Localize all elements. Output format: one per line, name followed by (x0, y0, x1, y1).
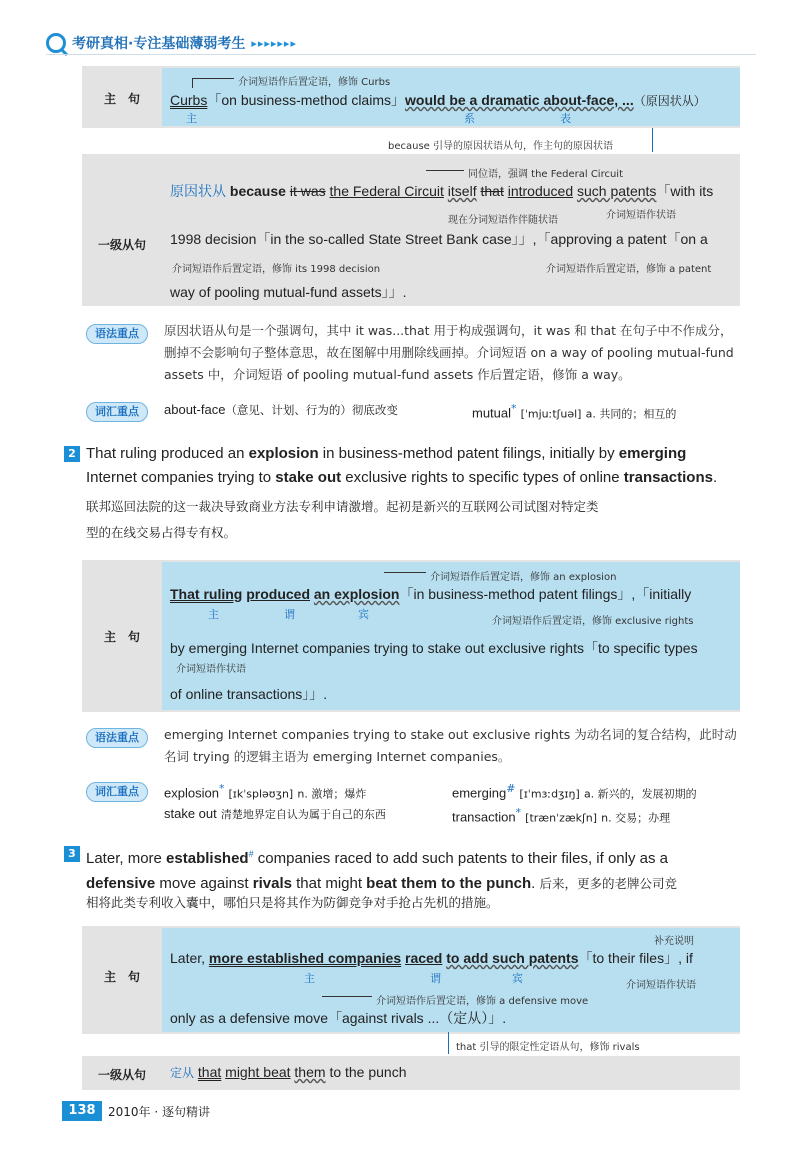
vocab-tag: 词汇重点 (86, 402, 148, 422)
footer-text: 2010年 · 逐句精讲 (108, 1105, 210, 1119)
sentence-2-english: That ruling produced an explosion in business-method patent filings, initially by emerging Internet companies trying to stake out exclusive rights to specific types of online transactions. (86, 445, 718, 486)
row-label-main-2: 主 句 (103, 630, 140, 644)
annotation-adverbial-2: 介词短语作状语 (176, 664, 246, 675)
annotation-participle: 现在分词短语作伴随状语 (448, 215, 558, 226)
subclause-3-text: 定从 that might beat them to the punch (170, 1064, 407, 1080)
annotation-bracket (192, 78, 234, 79)
subclause-line-2: 1998 decision「in the so-called State Street Bank case」」,「approving a patent「on a (170, 231, 708, 247)
connector-arrow-3 (448, 1032, 449, 1054)
annotation-bracket (322, 996, 372, 997)
annotation-bracket (426, 170, 464, 171)
vocab-transaction: transaction* [trænˈzækʃn] n. 交易；办理 (452, 806, 671, 825)
sentence-number-2: 2 (64, 446, 80, 462)
role-link: 系 (464, 112, 475, 125)
vocab-tag-2: 词汇重点 (86, 782, 148, 802)
annotation-adverbial: 介词短语作状语 (606, 210, 676, 221)
role-predicative: 表 (560, 112, 571, 125)
role-object-3: 宾 (512, 972, 523, 985)
vocab-entry-1: about-face（意见、计划、行为的）彻底改变 (164, 402, 398, 417)
page-number: 138 (62, 1101, 102, 1121)
main-clause-3-line-2: only as a defensive move「against rivals ...（定从）」. (170, 1010, 507, 1026)
annotation-explosion: 介词短语作后置定语，修饰 an explosion (430, 572, 617, 583)
subclause-line-1: 原因状从 because it was the Federal Circuit itself that introduced such patents「with its (170, 183, 714, 199)
subclause-line-3: way of pooling mutual-fund assets」」. (170, 284, 407, 300)
role-subject-3: 主 (304, 972, 315, 985)
vocab-emerging: emerging# [ɪˈmɜːdʒɪŋ] a. 新兴的，发展初期的 (452, 782, 697, 801)
vocab-entry-2: mutual* [ˈmjuːtʃuəl] a. 共同的；相互的 (472, 402, 677, 421)
annotation-supplement: 补充说明 (654, 936, 694, 947)
role-object-2: 宾 (358, 608, 369, 621)
annotation-patent: 介词短语作后置定语，修饰 a patent (546, 264, 712, 275)
main-clause-3-line-1: Later, more established companies raced to add such patents「to their files」, if (170, 950, 693, 966)
main-clause-2-line-2: by emerging Internet companies trying to stake out exclusive rights「to specific types (170, 640, 698, 656)
annotation-bracket (384, 572, 426, 573)
main-clause-2-line-1: That ruling produced an explosion「in business-method patent filings」,「initially (170, 586, 692, 602)
annotation-appositive: 同位语，强调 the Federal Circuit (468, 169, 624, 180)
role-subject-2: 主 (208, 608, 219, 621)
connector-arrow (652, 128, 653, 152)
logo-icon (46, 33, 66, 53)
grammar-text-2: emerging Internet companies trying to stake out exclusive rights 为动名词的复合结构，此时动名词 trying 的逻辑主语为 emerging Internet companies。 (164, 727, 737, 764)
grammar-text: 原因状语从句是一个强调句，其中 it was...that 用于构成强调句，it was 和 that 在句子中不作成分，删掉不会影响句子整体意思，故在图解中用删除线画掉。介词短语 on a way of pooling mutual-fund assets 中，介词短语 of pooling mutual-fund assets 作后置定语，修饰 a way。 (164, 323, 734, 382)
annotation-relative-clause: that 引导的限定性定语从句，修饰 rivals (456, 1042, 640, 1053)
row-label-subclause-3: 一级从句 (97, 1068, 146, 1082)
annotation-arrow (192, 78, 193, 88)
grammar-tag: 语法重点 (86, 324, 148, 344)
row-label-main: 主 句 (103, 92, 140, 106)
header-divider (46, 54, 756, 55)
grammar-tag-2: 语法重点 (86, 728, 148, 748)
vocab-explosion: explosion* [ɪkˈspləʊʒn] n. 激增；爆炸 (164, 782, 367, 801)
sentence-number-3: 3 (64, 846, 80, 862)
annotation-note: 介词短语作后置定语，修饰 Curbs (238, 77, 391, 88)
row-label-main-3: 主 句 (103, 970, 140, 984)
annotation-adverbial-3: 介词短语作状语 (626, 980, 696, 991)
vocab-stake-out: stake out 清楚地界定自认为属于自己的东西 (164, 806, 386, 821)
page-header (46, 30, 297, 56)
sentence-2-chinese: 联邦巡回法院的这一裁决导致商业方法专利申请激增。起初是新兴的互联网公司试图对特定类 型的在线交易占得专有权。 (86, 499, 599, 540)
annotation-defensive-move: 介词短语作后置定语，修饰 a defensive move (376, 996, 589, 1007)
clause-explanation: because 引导的原因状语从句，作主句的原因状语 (388, 141, 614, 152)
sentence-3-english: Later, more established# companies raced to add such patents to their files, if only as a defensive move against rivals that might beat them to the punch. 后来，更多的老牌公司竞 (86, 849, 678, 892)
role-predicate-2: 谓 (284, 608, 295, 621)
role-subject: 主 (186, 112, 197, 125)
header-arrows: ▸▸▸▸▸▸▸ (251, 36, 297, 50)
annotation-rights: 介词短语作后置定语，修饰 exclusive rights (492, 616, 694, 627)
table-gap (82, 1034, 740, 1056)
row-label-subclause: 一级从句 (97, 238, 146, 252)
main-clause-text: Curbs「on business-method claims」would be a dramatic about-face, ...（原因状从） (170, 92, 706, 108)
role-predicate-3: 谓 (430, 972, 441, 985)
header-title: 考研真相·专注基础薄弱考生 (72, 36, 246, 52)
main-clause-2-line-3: of online transactions」」. (170, 686, 328, 702)
annotation-decision: 介词短语作后置定语，修饰 its 1998 decision (172, 264, 381, 275)
sentence-3-chinese: 相将此类专利收入囊中，哪怕只是将其作为防御竞争对手抢占先机的措施。 (86, 895, 499, 910)
